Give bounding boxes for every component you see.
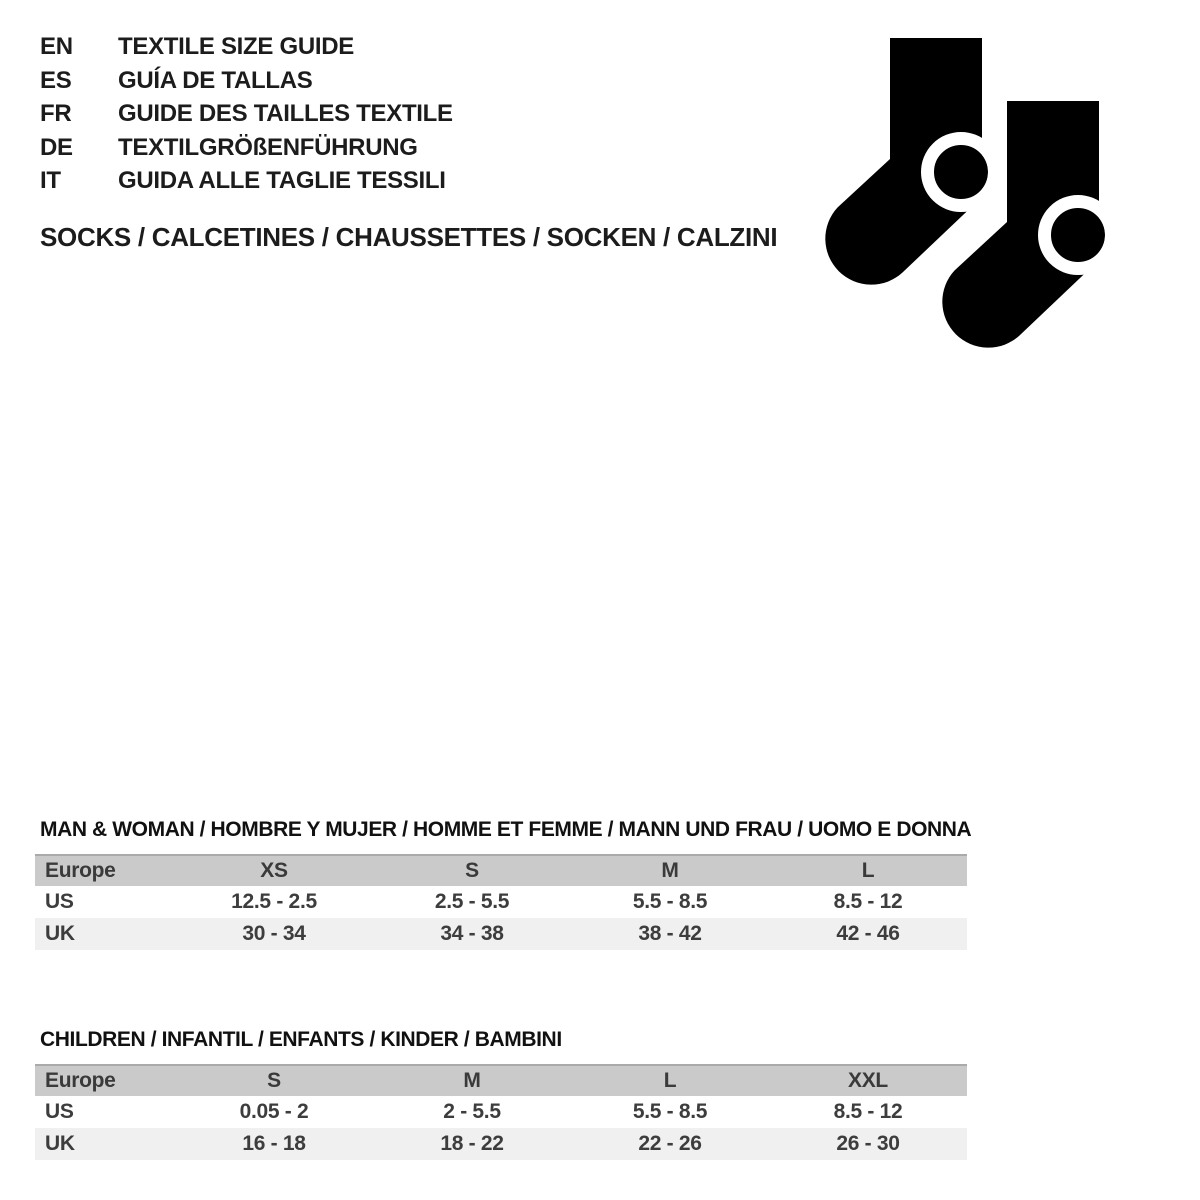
header-cell-size: L [663,1069,677,1092]
table-row-uk [35,918,967,950]
sock-right [942,101,1111,348]
table-title: MAN & WOMAN / HOMBRE Y MUJER / HOMME ET FEMME / MANN UND FRAU / UOMO E DONNA [40,818,972,841]
row-label: UK [45,922,75,945]
table-row-us [35,1096,967,1128]
table-row-uk [35,1128,967,1160]
language-code: ES [40,66,72,94]
size-value: 30 - 34 [242,922,306,945]
language-code: DE [40,133,73,161]
language-title: GUIDE DES TAILLES TEXTILE [118,100,453,127]
header-cell-size: M [463,1069,481,1092]
language-row-de [40,134,453,168]
table-row-us [35,886,967,918]
size-value: 22 - 26 [638,1132,702,1155]
size-table-children [35,1064,967,1160]
size-value: 2 - 5.5 [443,1100,501,1123]
header-cell-size: XS [260,859,288,882]
size-value: 12.5 - 2.5 [231,890,317,913]
size-value: 5.5 - 8.5 [632,1100,708,1123]
header-cell-size: XXL [848,1069,888,1092]
language-row-fr [40,100,453,134]
header-cell-region: Europe [45,859,116,882]
language-title-list [40,33,453,201]
category-line: SOCKS / CALCETINES / CHAUSSETTES / SOCKEN / CALZINI [40,222,778,252]
language-title: GUIDA ALLE TAGLIE TESSILI [118,167,446,194]
size-value: 8.5 - 12 [833,1100,903,1123]
header-cell-size: M [661,859,679,882]
size-table-section-children [35,1028,967,1160]
header-cell-size: L [861,859,875,882]
header-cell-size: S [465,859,479,882]
table-title: CHILDREN / INFANTIL / ENFANTS / KINDER / BAMBINI [40,1028,562,1051]
row-label: US [45,890,74,913]
language-code: FR [40,100,72,127]
size-value: 18 - 22 [440,1132,504,1155]
language-code: EN [40,33,73,60]
language-row-es [40,67,453,101]
sock-left [825,38,994,285]
size-table-section-man-woman [35,818,972,950]
size-value: 8.5 - 12 [833,890,903,913]
size-value: 38 - 42 [638,922,702,945]
language-row-en [40,33,453,67]
table-header-row [35,1064,967,1096]
size-value: 34 - 38 [440,922,504,945]
size-value: 42 - 46 [836,922,900,945]
row-label: US [45,1100,74,1123]
size-value: 2.5 - 5.5 [434,890,510,913]
size-value: 0.05 - 2 [239,1100,309,1123]
header-cell-size: S [267,1069,281,1092]
size-value: 26 - 30 [836,1132,900,1155]
language-code: IT [40,167,61,194]
language-row-it [40,167,453,201]
language-title: GUÍA DE TALLAS [118,66,313,94]
language-title: TEXTILE SIZE GUIDE [118,33,354,60]
language-title: TEXTILGRÖßENFÜHRUNG [118,133,418,161]
header-cell-region: Europe [45,1069,116,1092]
size-table-man-woman [35,854,967,950]
size-value: 16 - 18 [242,1132,306,1155]
size-value: 5.5 - 8.5 [632,890,708,913]
table-header-row [35,854,967,886]
row-label: UK [45,1132,75,1155]
